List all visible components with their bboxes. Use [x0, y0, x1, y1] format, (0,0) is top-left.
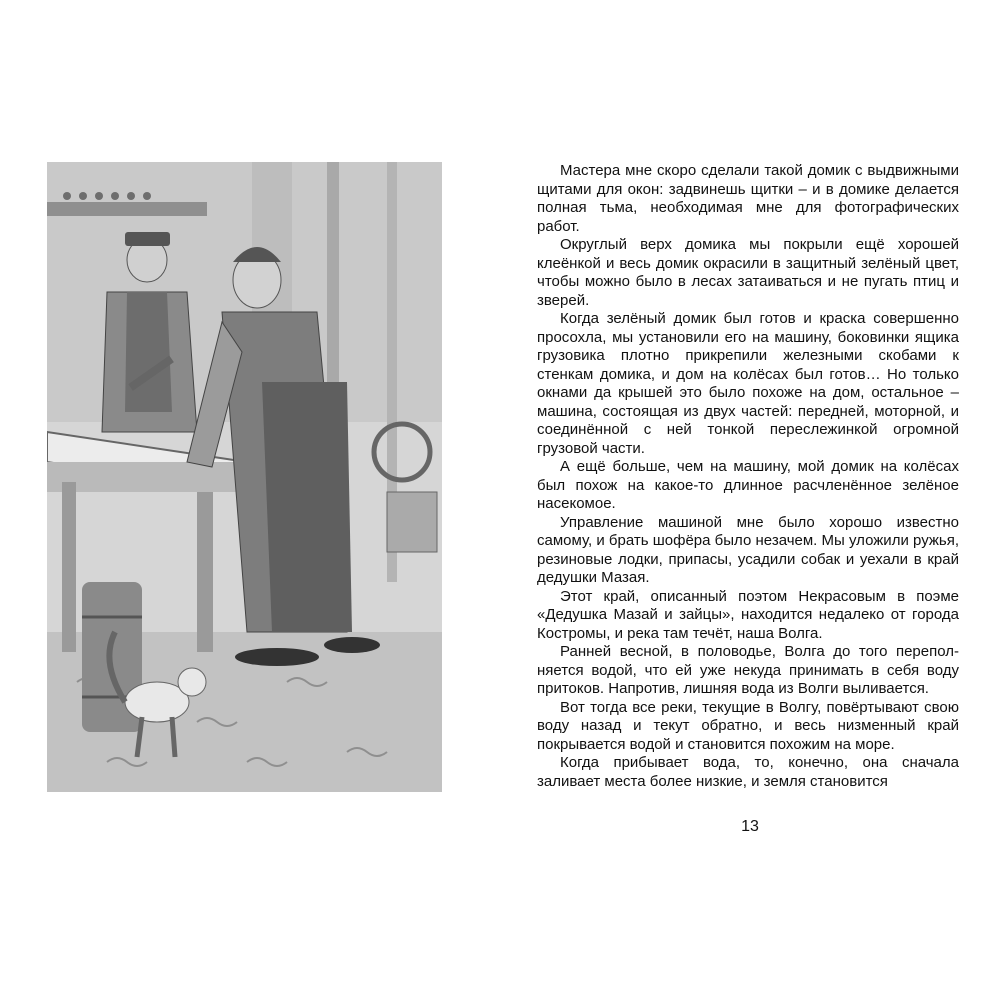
paragraph: Мастера мне скоро сделали такой домик с выдвижными щитами для окон: задвинешь щитки – и в домике делается полная тьма, необходимая мне для фотографических работ. [537, 162, 959, 235]
paragraph: А ещё больше, чем на машину, мой домик на колёсах был похож на какое-то длинное расчленённое зелёное насекомое. [537, 458, 959, 512]
workshop-drawing [47, 162, 442, 792]
paragraph: Округлый верх домика мы покрыли ещё хорошей клеёнкой и весь домик окрасили в защитный зелёный цвет, чтобы можно было в лесах затаиваться и не пугать птиц и зверей. [537, 236, 959, 309]
paragraph: Этот край, описанный поэтом Некрасовым в поэме «Дедушка Мазай и зайцы», находится недалеко от города Костромы, и река там течёт, наша Волга. [537, 587, 959, 642]
text-column [537, 162, 959, 791]
paragraph: Ранней весной, в половодье, Волга до того переполняется водой, что ей уже некуда принимать в себя воду притоков. Напротив, лишняя вода из Волги выливается. [537, 643, 959, 697]
paragraph: Управление машиной мне было хорошо известно самому, и брать шофёра было незачем. Мы уложили ружья, резиновые лодки, припасы, усадили собак и уехали в край дедушки Мазая. [537, 513, 959, 586]
page-number: 13 [741, 818, 759, 835]
paragraph: Когда зелёный домик был готов и краска совершенно просохла, мы установили его на машину, боковинки ящика грузовика плотно прикрепили железными скобами к стенкам домика, и дом на колёсах был готов… Но только окнами да крышей это было похоже на дом, остальное – машина, состоящая из двух частей: передней, моторной, и соединённой с ней тонкой переслежинкой огромной грузовой части. [537, 310, 959, 457]
paragraph: Когда прибывает вода, то, конечно, она сначала заливает места более низкие, и земля становится [537, 754, 959, 790]
paragraph: Вот тогда все реки, текущие в Волгу, повёртывают свою воду назад и текут обратно, и весь низменный край покрывается водой и становится похожим на море. [537, 698, 959, 753]
workshop-illustration [47, 162, 442, 792]
